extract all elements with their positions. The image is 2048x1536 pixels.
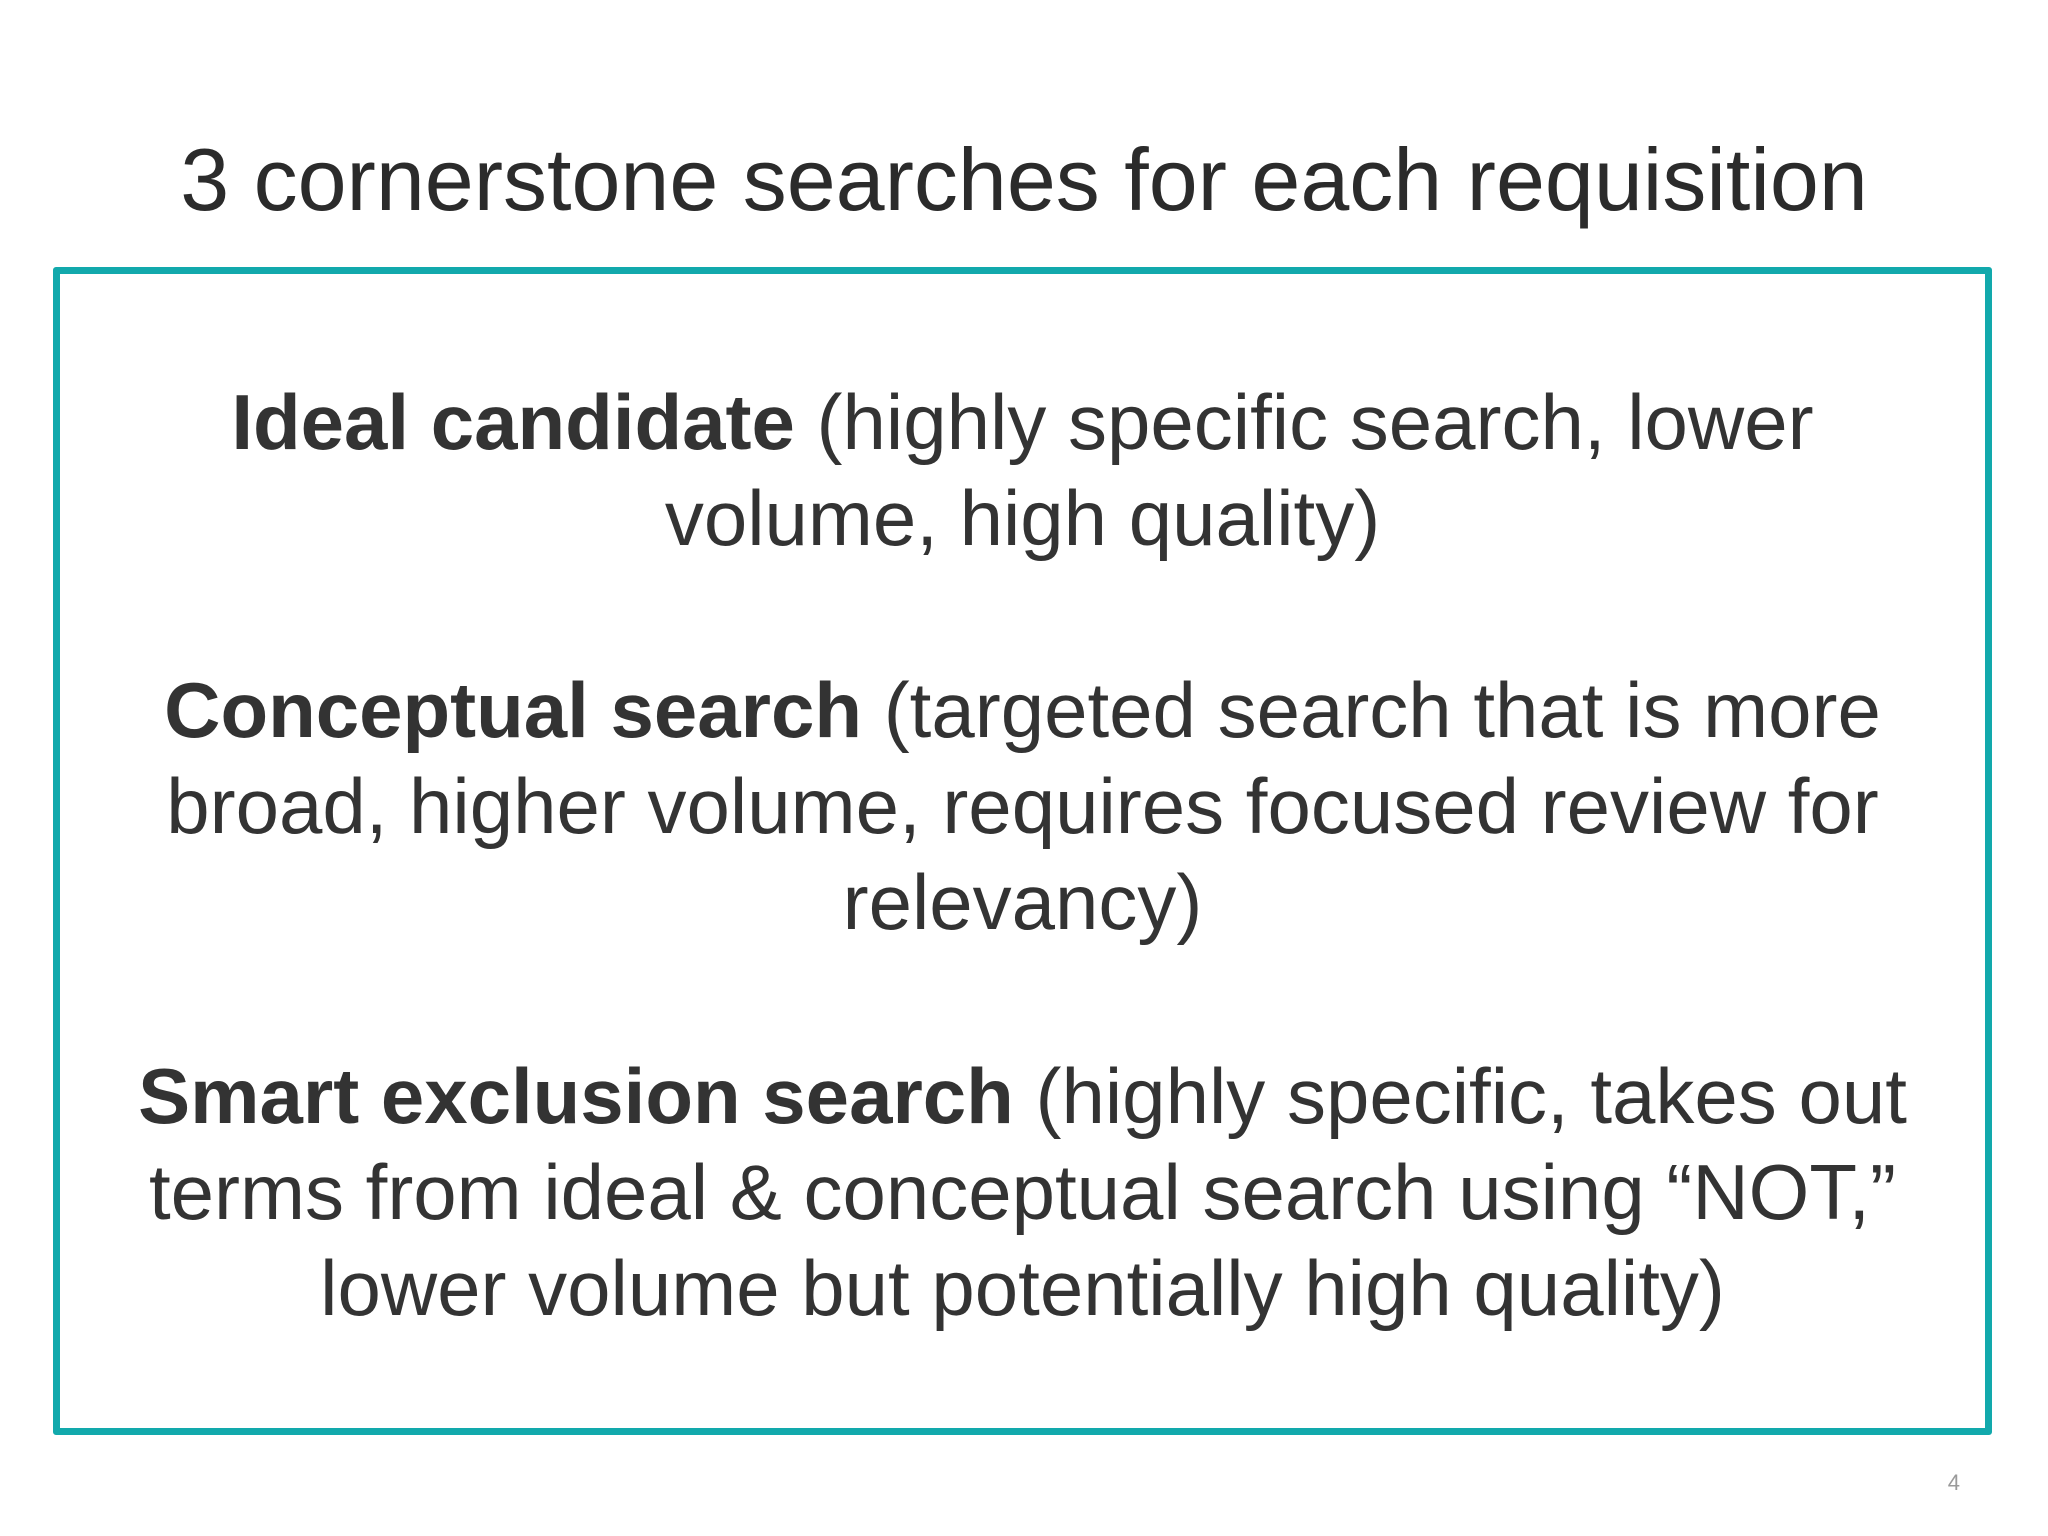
search-item-description: (targeted search that is more broad, higher volume, requires focused review for relevancy) [166, 666, 1881, 946]
search-item-description: (highly specific, takes out terms from ideal & conceptual search using “NOT,” lower volume but potentially high quality) [148, 1052, 1907, 1332]
search-item-heading: Ideal candidate [231, 378, 795, 466]
search-item-conceptual-search [60, 662, 1985, 950]
search-item-description: (highly specific search, lower volume, high quality) [664, 378, 1814, 562]
search-item-smart-exclusion-search [60, 1048, 1985, 1336]
page-number: 4 [1947, 1470, 1960, 1495]
search-item-heading: Smart exclusion search [138, 1052, 1014, 1140]
search-item-heading: Conceptual search [164, 666, 863, 754]
slide-title: 3 cornerstone searches for each requisition [180, 130, 1868, 229]
content-box [53, 267, 1992, 1435]
search-item-ideal-candidate [60, 374, 1985, 566]
